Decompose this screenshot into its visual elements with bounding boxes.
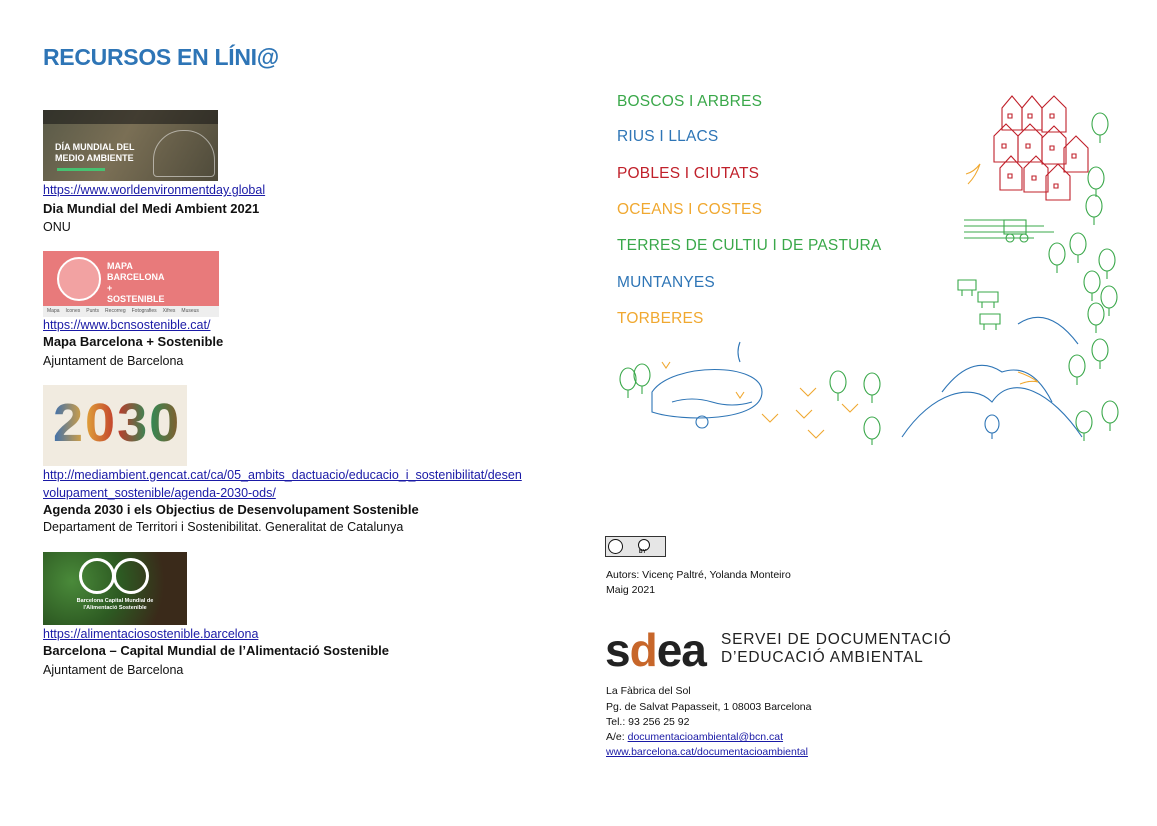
contact-address: Pg. de Salvat Papasseit, 1 08003 Barcelona [606,701,812,713]
category-boscos: BOSCOS I ARBRES [617,93,763,110]
link-bcn-sostenible[interactable]: https://www.bcnsostenible.cat/ [43,318,211,332]
thumb-nav-item: Mapa [47,308,60,314]
thumb-mapa-barcelona[interactable] [43,251,219,317]
thumb-caption: MAPA BARCELONA + SOSTENIBLE [107,261,165,304]
link-world-environment-day[interactable]: https://www.worldenvironmentday.global [43,183,266,197]
thumb-caption: DÍA MUNDIAL DEL MEDIO AMBIENTE [55,142,135,163]
contact-venue: La Fàbrica del Sol [606,685,691,697]
thumb-caption: Barcelona Capital Mundial de l'Alimentació Sostenible [76,598,154,611]
category-muntanyes: MUNTANYES [617,274,715,291]
sdea-line1: SERVEI DE DOCUMENTACIÓ [721,631,952,648]
globe-icon [57,257,101,301]
resource-org: Ajuntament de Barcelona [43,663,184,677]
web-link[interactable]: www.barcelona.cat/documentacioambiental [606,746,808,758]
landscape-illustration-icon [612,92,1127,447]
thumb-nav-item: Fotografies [131,308,157,314]
email-link[interactable]: documentacioambiental@bcn.cat [627,731,784,743]
publication-date: Maig 2021 [606,584,656,596]
resource-title: Agenda 2030 i els Objectius de Desenvolupament Sostenible [43,502,419,517]
contact-web-row [606,746,808,758]
contact-phone: Tel.: 93 256 25 92 [606,716,690,728]
category-oceans: OCEANS I COSTES [617,201,763,218]
resource-org: Departament de Territori i Sostenibilitat. Generalitat de Catalunya [43,520,404,534]
thumb-alimentacio-sostenible[interactable] [43,552,187,625]
sdea-logo: sdea [605,624,706,676]
category-torberes: TORBERES [617,310,704,327]
resource-title: Dia Mundial del Medi Ambient 2021 [43,201,260,216]
sdea-line2: D’EDUCACIÓ AMBIENTAL [721,649,924,666]
resource-title: Mapa Barcelona + Sostenible [43,334,224,349]
link-alimentacio-sostenible[interactable]: https://alimentaciosostenible.barcelona [43,627,259,641]
category-terres: TERRES DE CULTIU I DE PASTURA [617,237,882,254]
resource-org: ONU [43,220,71,234]
link-agenda-2030-line1[interactable]: http://mediambient.gencat.cat/ca/05_ambits_dactuacio/educacio_i_sostenibilitat/desen [43,468,522,482]
license-label: BY [639,549,646,555]
thumb-caption: 2030 [53,393,182,453]
thumb-world-environment-day[interactable] [43,110,218,181]
thumb-agenda-2030[interactable] [43,385,187,466]
contact-email-row [606,731,783,743]
cc-license-badge[interactable] [605,536,666,557]
resource-org: Ajuntament de Barcelona [43,354,184,368]
thumb-nav-item: Icones [65,308,81,314]
category-rius: RIUS I LLACS [617,128,719,145]
thumb-nav-item: Punts [86,308,100,314]
category-pobles: POBLES I CIUTATS [617,165,760,182]
email-prefix: A/e: [606,731,628,743]
page-title: RECURSOS EN LÍNI@ [43,44,279,70]
thumb-nav-item: Museus [181,308,199,314]
thumb-nav-item: Recorreg [105,308,126,314]
resource-title: Barcelona – Capital Mundial de l’Alimentació Sostenible [43,643,390,658]
infinity-logo-icon [79,558,115,594]
authors: Autors: Vicenç Paltré, Yolanda Monteiro [606,569,791,581]
thumb-nav-item: Xifres [162,308,176,314]
cc-icon [608,539,623,554]
link-agenda-2030-line2[interactable]: volupament_sostenible/agenda-2030-ods/ [43,486,276,500]
